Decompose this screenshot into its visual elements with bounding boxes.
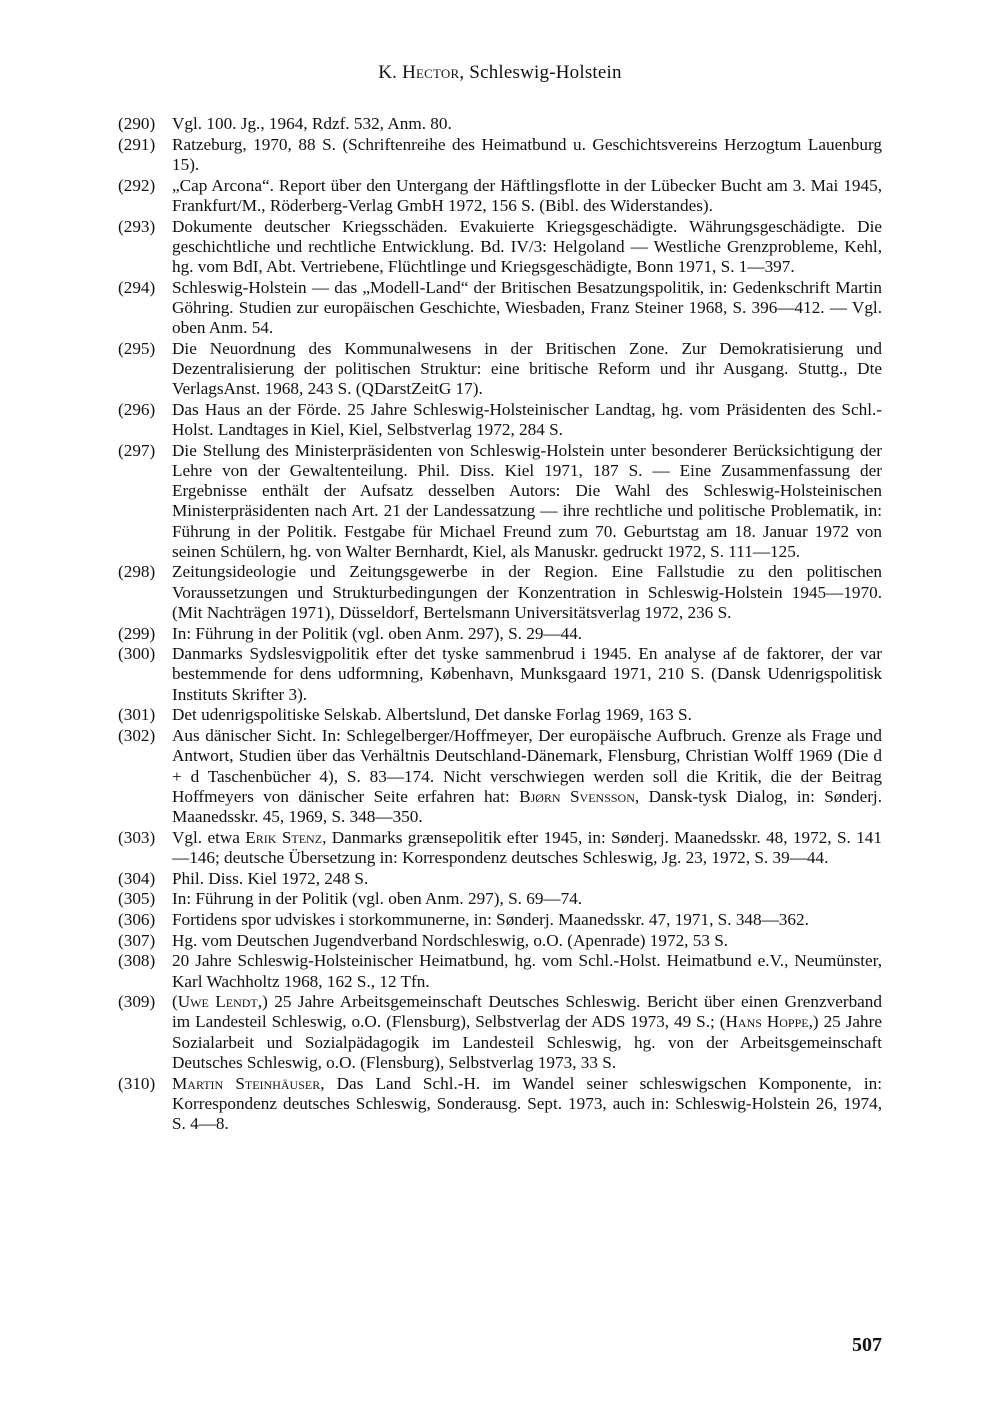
footnote-text (172, 278, 882, 337)
footnote-text (172, 135, 882, 174)
footnote-entry (118, 1074, 882, 1135)
footnote-text-segment: , Danmarks grænsepolitik efter 1945, in: Sønderj. Maanedsskr. 48, 1972, S. 141—146; deutsche Übersetzung in: Korrespondenz deutsches Schleswig, Jg. 23, 1972, S. 39—44. (172, 827, 882, 867)
footnote-number: (308) (118, 951, 156, 971)
author-name: Bjørn Svensson (519, 786, 635, 806)
footnote-text (172, 726, 882, 826)
footnote-text-segment: „Cap Arcona“. Report über den Untergang der Häftlingsflotte in der Lübecker Bucht am 3. Mai 1945, Frankfurt/M., Röderberg-Verlag GmbH 1972, 156 S. (Bibl. des Widerstandes). (172, 175, 882, 215)
running-head (0, 62, 1000, 84)
footnote-text (172, 705, 692, 724)
footnote-entry (118, 705, 882, 725)
footnote-text-segment: Det udenrigspolitiske Selskab. Albertslund, Det danske Forlag 1969, 163 S. (172, 705, 692, 725)
footnote-text-segment: 20 Jahre Schleswig-Holsteinischer Heimatbund, hg. vom Schl.-Holst. Heimatbund e.V., Neumünster, Karl Wachholtz 1968, 162 S., 12 Tfn. (172, 951, 882, 991)
footnote-text-segment: Das Haus an der Förde. 25 Jahre Schleswig-Holsteinischer Landtag, hg. vom Präsidenten des Schl.-Holst. Landtages in Kiel, Kiel, Selbstverlag 1972, 284 S. (172, 399, 882, 440)
footnote-text (172, 339, 882, 398)
footnote-list (118, 114, 882, 1135)
footnote-text-segment: Dokumente deutscher Kriegsschäden. Evakuierte Kriegsgeschädigte. Währungsgeschädigte. Die geschichtliche und rechtliche Entwicklung. Bd. IV/3: Helgoland — Westliche Grenzprobleme, Kehl, hg. vom BdI, Abt. Vertriebene, Flüchtlinge und Kriegsgeschädigte, Bonn 1971, S. 1—397. (172, 216, 882, 276)
footnote-text (172, 644, 882, 703)
footnote-text-segment: Phil. Diss. Kiel 1972, 248 S. (172, 868, 369, 888)
footnote-text-segment: , Dansk-tysk Dialog, in: Sønderj. Maanedsskr. 45, 1969, S. 348—350. (172, 786, 883, 826)
footnote-text (172, 176, 882, 215)
footnote-entry (118, 624, 882, 644)
footnote-number: (303) (118, 827, 156, 847)
footnote-entry (118, 931, 882, 951)
footnote-text-segment: Zeitungsideologie und Zeitungsgewerbe in der Region. Eine Fallstudie zu den politischen Voraussetzungen und Strukturbedingungen der Konzentration in Schleswig-Holstein 1945—1970. (Mit Nachträgen 1971), Düsseldorf, Bertelsmann Universitätsverlag 1972, 236 S. (172, 562, 882, 622)
footnote-number: (300) (118, 644, 156, 664)
footnote-number: (292) (118, 175, 156, 195)
footnote-entry (118, 441, 882, 562)
footnote-number: (305) (118, 889, 156, 909)
footnote-entry (118, 910, 882, 930)
footnote-number: (291) (118, 134, 156, 154)
footnote-number: (294) (118, 277, 156, 297)
footnote-entry (118, 992, 882, 1073)
author-name: Erik Stenz (245, 827, 323, 847)
footnote-text (172, 1074, 882, 1133)
footnote-entry (118, 889, 882, 909)
footnote-text-segment: Aus dänischer Sicht. In: Schlegelberger/Hoffmeyer, Der europäische Aufbruch. Grenze als Frage und Antwort, Studien über das Verhältnis Deutschland-Dänemark, Flensburg, Christian Wolff 1969 (Die d + d Taschenbücher 4), S. 83—174. Nicht verschwiegen werden soll die Kritik, die der Beitrag Hoffmeyers von dänischer Seite erfahren hat: (172, 726, 882, 806)
footnote-text-segment: Ratzeburg, 1970, 88 S. (Schriftenreihe des Heimatbund u. Geschichtsvereins Herzogtum Lauenburg 15). (172, 134, 882, 174)
footnote-text (172, 951, 882, 990)
footnote-text (172, 869, 368, 888)
author-name: Hans Hoppe (725, 1012, 809, 1032)
footnote-number: (295) (118, 338, 156, 358)
footnote-text-segment: Danmarks Sydslesvigpolitik efter det tyske sammenbrud i 1945. En analyse af de faktorer, der var bestemmende for dens udformning, København, Munksgaard 1971, 210 S. (Dansk Udenrigspolitisk Instituts Skrifter 3). (172, 644, 882, 704)
footnote-number: (293) (118, 216, 156, 236)
footnote-text (172, 992, 882, 1072)
footnote-text-segment: Fortidens spor udviskes i storkommunerne, in: Sønderj. Maanedsskr. 47, 1971, S. 348—362. (172, 909, 809, 929)
page-number: 507 (852, 1334, 882, 1356)
footnote-number: (299) (118, 623, 156, 643)
footnote-entry (118, 644, 882, 705)
footnote-text-segment: ( (172, 992, 178, 1012)
footnote-number: (304) (118, 868, 156, 888)
footnote-text-segment: ,) 25 Jahre Sozialarbeit und Sozialpädagogik im Landesteil Schleswig, hg. von der Arbeitsgemeinschaft Deutsches Schleswig, o.O. (Flensburg), Selbstverlag 1973, 33 S. (172, 1012, 882, 1072)
footnote-entry (118, 951, 882, 991)
author-name: Uwe Lendt (177, 992, 258, 1012)
footnote-entry (118, 869, 882, 889)
footnote-text (172, 562, 882, 621)
footnote-text-segment: Die Neuordnung des Kommunalwesens in der Britischen Zone. Zur Demokratisierung und Dezentralisierung der politischen Struktur: eine britische Reform und ihr Ausgang. Stuttg., Dte VerlagsAnst. 1968, 243 S. (QDarstZeitG 17). (172, 338, 882, 399)
footnote-number: (310) (118, 1073, 156, 1093)
footnote-entry (118, 217, 882, 278)
footnote-text (172, 217, 882, 276)
footnote-text (172, 114, 452, 133)
footnote-text-segment: In: Führung in der Politik (vgl. oben Anm. 297), S. 69—74. (172, 889, 583, 909)
footnote-text-segment: Die Stellung des Ministerpräsidenten von Schleswig-Holstein unter besonderer Berücksichtigung der Lehre von der Gewaltenteilung. Phil. Diss. Kiel 1971, 187 S. — Eine Zusammenfassung der Ergebnisse enthält der Aufsatz desselben Autors: Die Wahl des Schleswig-Holsteinischen Ministerpräsidenten nach Art. 21 der Landessatzung — ihre rechtliche und politische Problematik, in: Führung in der Politik. Festgabe für Michael Freund zum 70. Geburtstag am 18. Januar 1972 von seinen Schülern, hg. von Walter Bernhardt, Kiel, als Manuskr. gedruckt 1972, S. 111—125. (172, 440, 882, 561)
footnote-text-segment: Hg. vom Deutschen Jugendverband Nordschleswig, o.O. (Apenrade) 1972, 53 S. (172, 930, 729, 950)
footnote-number: (296) (118, 399, 156, 419)
footnote-number: (302) (118, 726, 156, 746)
author-name: Martin Steinhäuser (172, 1073, 321, 1093)
footnote-text (172, 828, 882, 867)
footnote-text (172, 931, 728, 950)
footnote-entry (118, 278, 882, 339)
footnote-entry (118, 726, 882, 827)
footnote-entry (118, 339, 882, 400)
footnote-number: (290) (118, 114, 156, 133)
footnote-text (172, 910, 809, 929)
footnote-text (172, 400, 882, 439)
footnote-text-segment: Vgl. etwa (172, 827, 246, 847)
footnote-text (172, 889, 582, 908)
running-head-author: K. Hector, (378, 62, 465, 83)
footnote-number: (298) (118, 562, 156, 582)
running-head-title: Schleswig-Holstein (469, 62, 622, 83)
footnote-text-segment: ,) 25 Jahre Arbeitsgemeinschaft Deutsches Schleswig. Bericht über einen Grenzverband im Landesteil Schleswig, o.O. (Flensburg), Selbstverlag der ADS 1973, 49 S.; ( (172, 992, 882, 1032)
footnote-text-segment: , Das Land Schl.-H. im Wandel seiner schleswigschen Komponente, in: Korrespondenz deutsches Schleswig, Sonderausg. Sept. 1973, auch in: Schleswig-Holstein 26, 1974, S. 4—8. (172, 1073, 882, 1133)
footnote-number: (307) (118, 930, 156, 950)
footnote-entry (118, 135, 882, 175)
footnote-text (172, 624, 582, 643)
footnote-entry (118, 114, 882, 134)
footnote-entry (118, 562, 882, 623)
footnote-text (172, 441, 882, 561)
footnote-entry (118, 828, 882, 868)
footnote-number: (301) (118, 705, 156, 725)
footnote-text-segment: Vgl. 100. Jg., 1964, Rdzf. 532, Anm. 80. (172, 114, 452, 133)
footnote-number: (297) (118, 440, 156, 460)
footnote-text-segment: In: Führung in der Politik (vgl. oben Anm. 297), S. 29—44. (172, 623, 583, 643)
footnote-number: (309) (118, 992, 156, 1012)
footnote-entry (118, 176, 882, 216)
footnote-number: (306) (118, 909, 156, 929)
footnote-text-segment: Schleswig-Holstein — das „Modell-Land“ der Britischen Besatzungspolitik, in: Gedenkschrift Martin Göhring. Studien zur europäischen Geschichte, Wiesbaden, Franz Steiner 1968, S. 396—412. — Vgl. oben Anm. 54. (172, 277, 882, 338)
footnote-entry (118, 400, 882, 440)
